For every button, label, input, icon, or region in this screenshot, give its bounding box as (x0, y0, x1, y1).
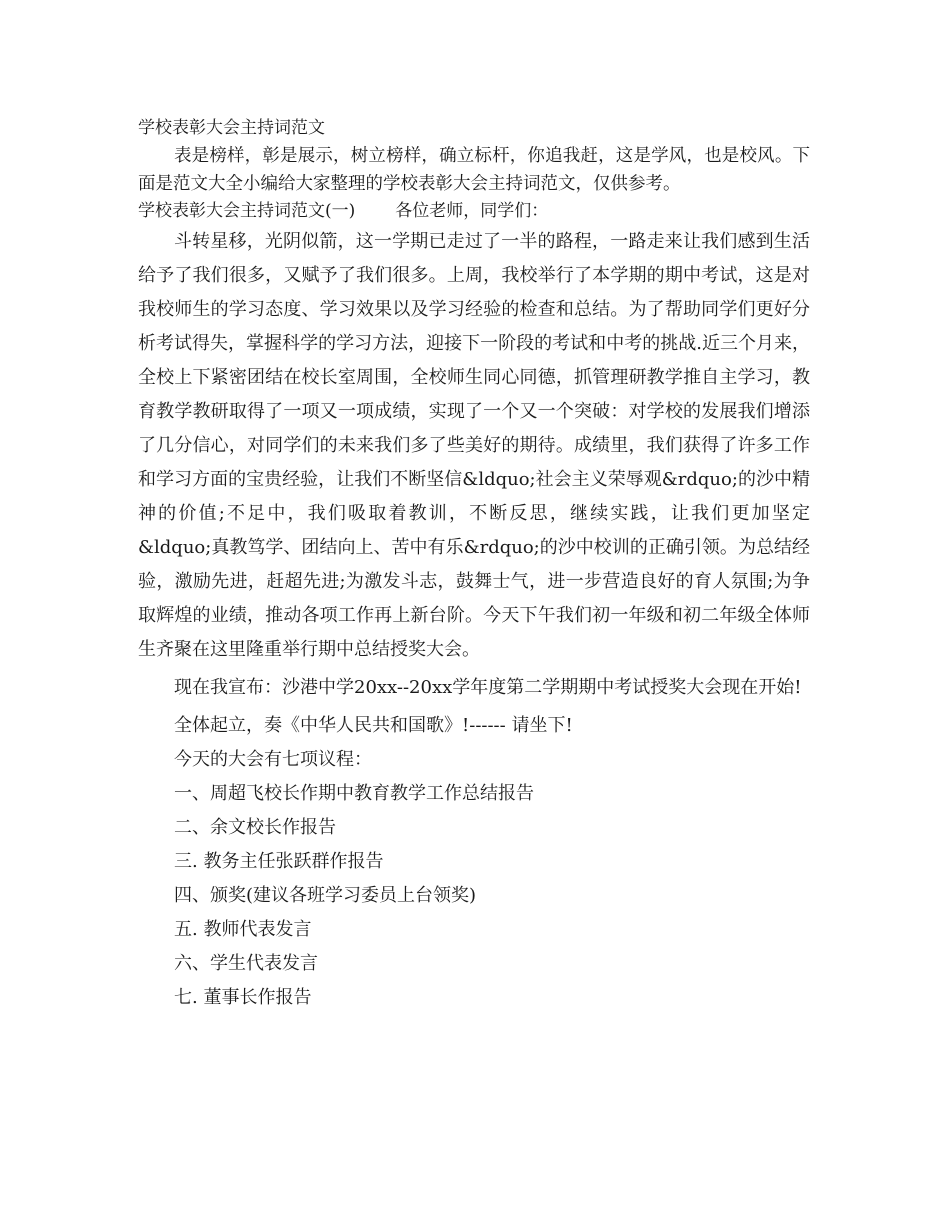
agenda-item-3: 三. 教务主任张跃群作报告 (174, 851, 384, 872)
agenda-item-4: 四、颁奖(建议各班学习委员上台领奖) (174, 885, 477, 906)
document-body (138, 115, 810, 1015)
agenda-item-1: 一、周超飞校长作期中教育教学工作总结报告 (174, 783, 534, 804)
agenda-item-5: 五. 教师代表发言 (174, 919, 312, 940)
body-paragraph-3: 全体起立，奏《中华人民共和国歌》!------ 请坐下! (174, 715, 573, 736)
agenda-item-7: 七. 董事长作报告 (174, 987, 312, 1008)
document-title: 学校表彰大会主持词范文 (138, 118, 325, 138)
greeting: 各位老师，同学们： (395, 201, 549, 221)
body-paragraph-1: 斗转星移，光阴似箭，这一学期已走过了一半的路程，一路走来让我们感到生活给予了我们很多，又赋予了我们很多。上周，我校举行了本学期的期中考试，这是对我校师生的学习态度、学习效果以及学习经验的检查和总结。为了帮助同学们更好分析考试得失，掌握科学的学习方法，迎接下一阶段的考试和中考的挑战.近三个月来，全校上下紧密团结在校长室周围，全校师生同心同德，抓管理研教学推自主学习，教育教学教研取得了一项又一项成绩，实现了一个又一个突破：对学校的发展我们增添了几分信心，对同学们的未来我们多了些美好的期待。成绩里，我们获得了许多工作和学习方面的宝贵经验，让我们不断坚信&ldquo;社会主义荣辱观&rdquo;的沙中精神的价值;不足中，我们吸取着教训，不断反思，继续实践，让我们更加坚定&ldquo;真教笃学、团结向上、苦中有乐&rdquo;的沙中校训的正确引领。为总结经验，激励先进，赶超先进;为激发斗志，鼓舞士气，进一步营造良好的育人氛围;为争取辉煌的业绩，推动各项工作再上新台阶。今天下午我们初一年级和初二年级全体师生齐聚在这里隆重举行期中总结授奖大会。 (138, 231, 810, 660)
agenda-intro: 今天的大会有七项议程： (174, 749, 372, 770)
intro-paragraph: 表是榜样，彰是展示，树立榜样，确立标杆，你追我赶，这是学风，也是校风。下面是范文大全小编给大家整理的学校表彰大会主持词范文，仅供参考。 (138, 146, 810, 194)
agenda-item-6: 六、学生代表发言 (174, 953, 318, 974)
body-paragraph-2: 现在我宣布：沙港中学20xx--20xx学年度第二学期期中考试授奖大会现在开始! (174, 677, 802, 698)
section-title: 学校表彰大会主持词范文(一) (138, 201, 356, 221)
section-heading-line (138, 198, 810, 225)
agenda-item-2: 二、余文校长作报告 (174, 817, 336, 838)
